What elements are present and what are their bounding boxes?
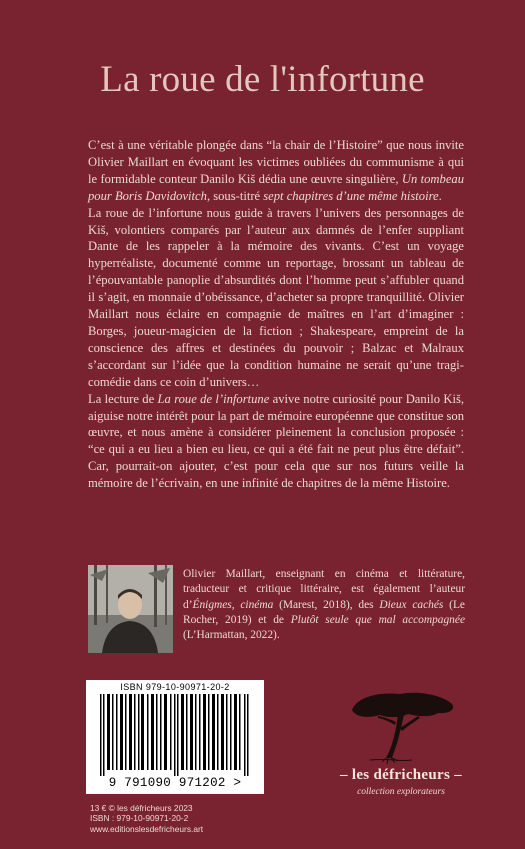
blurb-paragraph-3: La lecture de La roue de l’infortune avive notre curiosité pour Danilo Kiš, aiguise notre intérêt pour la part de mémoire européenne que constitue son œuvre, et nous amène à considérer pleinement la conclusion proposée : “ce qui a eu lieu a bien eu lieu, ce qui a été fait ne peut plus être défait”. Car, pourrait-on ajouter, c’est pour cela que sur nos futurs veille la mémoire de l’écrivain, en une infinité de chapitres de la même Histoire. bbox=[88, 391, 464, 491]
work-title: Plutôt seule que mal accompagnée bbox=[290, 613, 465, 626]
publisher-name: – les défricheurs – bbox=[340, 767, 462, 783]
isbn-line: ISBN : 979-10-90971-20-2 bbox=[90, 813, 189, 824]
isbn-label: ISBN 979-10-90971-20-2 bbox=[120, 682, 230, 692]
work-title: Un tombeau pour Boris Davidovitch bbox=[88, 171, 464, 203]
back-cover-blurb bbox=[88, 137, 464, 492]
website: www.editionslesdefricheurs.art bbox=[90, 823, 204, 834]
collection-name: collection explorateurs bbox=[357, 787, 445, 797]
work-subtitle: sept chapitres d’une même histoire bbox=[263, 188, 439, 203]
price-copyright: 13 € © les défricheurs 2023 bbox=[90, 803, 193, 813]
author-photo bbox=[88, 565, 173, 653]
book-title: La roue de l'infortune bbox=[100, 59, 425, 100]
work-title: Dieux cachés bbox=[379, 598, 444, 611]
work-title: La roue de l’infortune bbox=[157, 391, 270, 406]
tree-logo-icon bbox=[340, 688, 460, 766]
isbn-barcode bbox=[86, 680, 264, 794]
blurb-paragraph-1: C’est à une véritable plongée dans “la chair de l’Histoire” que nous invite Olivier Maillart en évoquant les victimes oubliées du communisme à qui le formidable conteur Danilo Kiš dédia une œuvre singulière, Un tombeau pour Boris Davidovitch, sous-titré sept chapitres d’une même histoire. bbox=[88, 138, 464, 203]
work-title: Énigmes, cinéma bbox=[192, 598, 274, 611]
imprint-block bbox=[90, 803, 290, 834]
author-bio: Olivier Maillart, enseignant en cinéma et littérature, traducteur et critique littéraire, est également l’auteur d’Énigmes, cinéma (Marest, 2018), des Dieux cachés (Le Rocher, 2019) et de Plutôt seule que mal accompagnée (L’Harmattan, 2022). bbox=[183, 568, 465, 642]
blurb-paragraph-2: La roue de l’infortune nous guide à travers l’univers des personnages de Kiš, volontiers comparés par l’auteur aux damnés de l’enfer suppliant Dante de les rappeler à la mémoire des vivants. C’est un voyage hyperréaliste, documenté comme un reportage, brossant un tableau de l’épouvantable panoplie d’absurdités dont l’homme peut s’affubler quand il s’agit, en monnaie d’obéissance, d’acheter sa propre tranquillité. Olivier Maillart nous éclaire en compagnie de maîtres en l’art d’imaginer : Borges, joueur-magicien de la fiction ; Shakespeare, empreint de la conscience des affres et destinées du pouvoir ; Balzac et Malraux s’accordant sur l’idée que la condition humaine ne serait qu’une tragi-comédie dans ce coin d’univers… bbox=[88, 205, 464, 389]
isbn-digits: 9 791090 971202 > bbox=[108, 776, 242, 790]
barcode-bars bbox=[98, 694, 254, 776]
